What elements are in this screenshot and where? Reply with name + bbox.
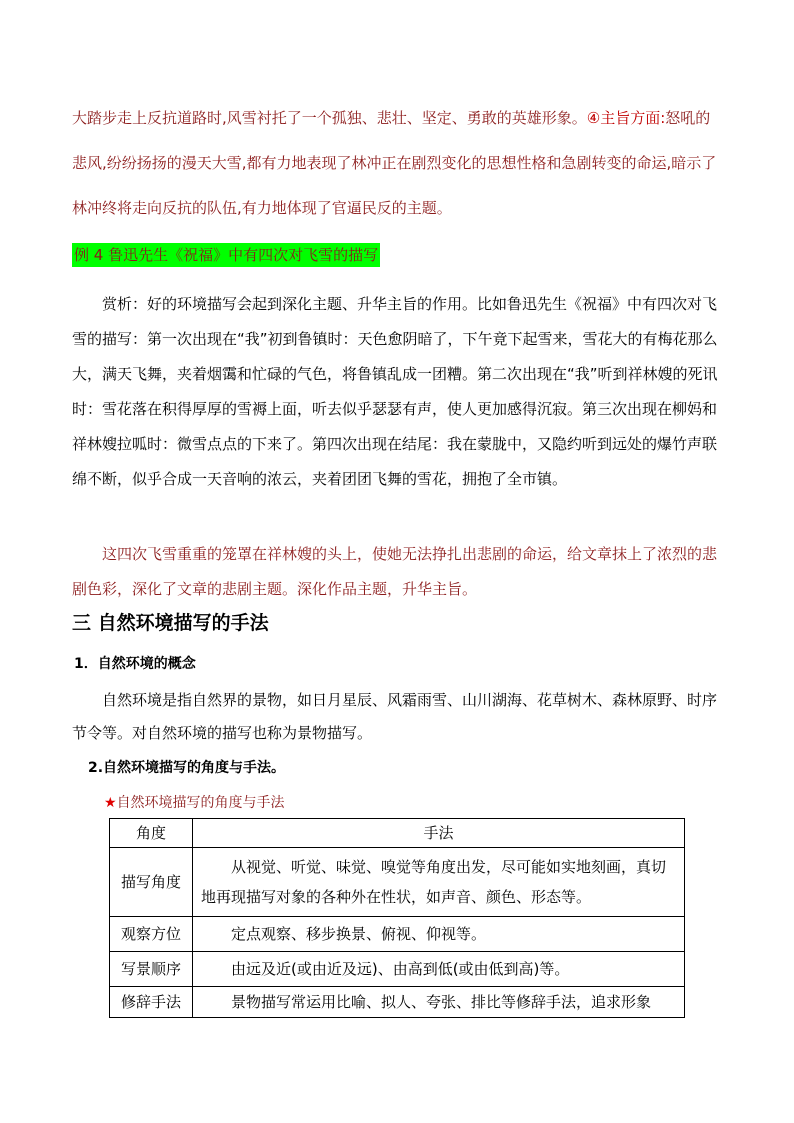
conclusion-text: 这四次飞雪重重的笼罩在祥林嫂的头上，使她无法挣扎出悲剧的命运，给文章抹上了浓烈的悲剧色彩，深化了文章的悲剧主题。深化作品主题，升华主旨。 [72,545,718,598]
section-heading: 三 自然环境描写的手法 [72,612,269,634]
theme-aspect-label: ④主旨方面: [586,109,666,127]
table-header-row [110,819,685,848]
example-title: 例 4 鲁迅先生《祝福》中有四次对飞雪的描写 [72,243,380,267]
star-icon: ★ [104,795,117,811]
row-method: 定点观察、移步换景、俯视、仰视等。 [193,917,685,952]
continued-paragraph [72,96,722,231]
table-caption-text: 自然环境描写的角度与手法 [116,795,285,811]
analysis-paragraph [72,287,722,497]
paragraph-text-part2: 怒吼的悲风,纷纷扬扬的漫天大雪,都有力地表现了林冲正在剧烈变化的思想性格和急剧转变的命运,暗示了林冲终将走向反抗的队伍,有力地体现了官逼民反的主题。 [72,109,717,217]
table-caption [104,792,285,814]
methods-table [109,818,685,1018]
table-row [110,917,685,952]
row-angle: 写景顺序 [110,952,193,987]
row-angle: 修辞手法 [110,987,193,1018]
conclusion-paragraph [72,537,722,607]
row-angle: 描写角度 [110,848,193,917]
header-method: 手法 [193,819,685,848]
table-row [110,987,685,1018]
concept-text: 自然环境是指自然界的景物，如日月星辰、风霜雨雪、山川湖海、花草树木、森林原野、时序节令等。对自然环境的描写也称为景物描写。 [72,691,718,742]
table-row [110,952,685,987]
row-method: 从视觉、听觉、味觉、嗅觉等角度出发，尽可能如实地刻画，真切地再现描写对象的各种外在性状，如声音、颜色、形态等。 [193,848,685,917]
subheading-angles-methods: 2.自然环境描写的角度与手法。 [88,760,286,776]
row-angle: 观察方位 [110,917,193,952]
concept-paragraph [72,684,722,750]
paragraph-text-part1: 大踏步走上反抗道路时,风雪衬托了一个孤独、悲壮、坚定、勇敢的英雄形象。 [72,109,587,127]
row-method: 由远及近(或由近及远)、由高到低(或由低到高)等。 [193,952,685,987]
header-angle: 角度 [110,819,193,848]
subheading-concept: 1．自然环境的概念 [74,656,196,672]
row-method: 景物描写常运用比喻、拟人、夸张、排比等修辞手法，追求形象 [193,987,685,1018]
analysis-text: 赏析：好的环境描写会起到深化主题、升华主旨的作用。比如鲁迅先生《祝福》中有四次对飞雪的描写：第一次出现在“我”初到鲁镇时：天色愈阴暗了，下午竟下起雪来，雪花大的有梅花那么大，满天飞舞，夹着烟霭和忙碌的气色，将鲁镇乱成一团糟。第二次出现在“我”听到祥林嫂的死讯时：雪花落在积得厚厚的雪褥上面，听去似乎瑟瑟有声，使人更加感得沉寂。第三次出现在柳妈和祥林嫂拉呱时：微雪点点的下来了。第四次出现在结尾：我在蒙胧中，又隐约听到远处的爆竹声联绵不断，似乎合成一天音响的浓云，夹着团团飞舞的雪花，拥抱了全市镇。 [72,295,718,488]
table-row [110,848,685,917]
